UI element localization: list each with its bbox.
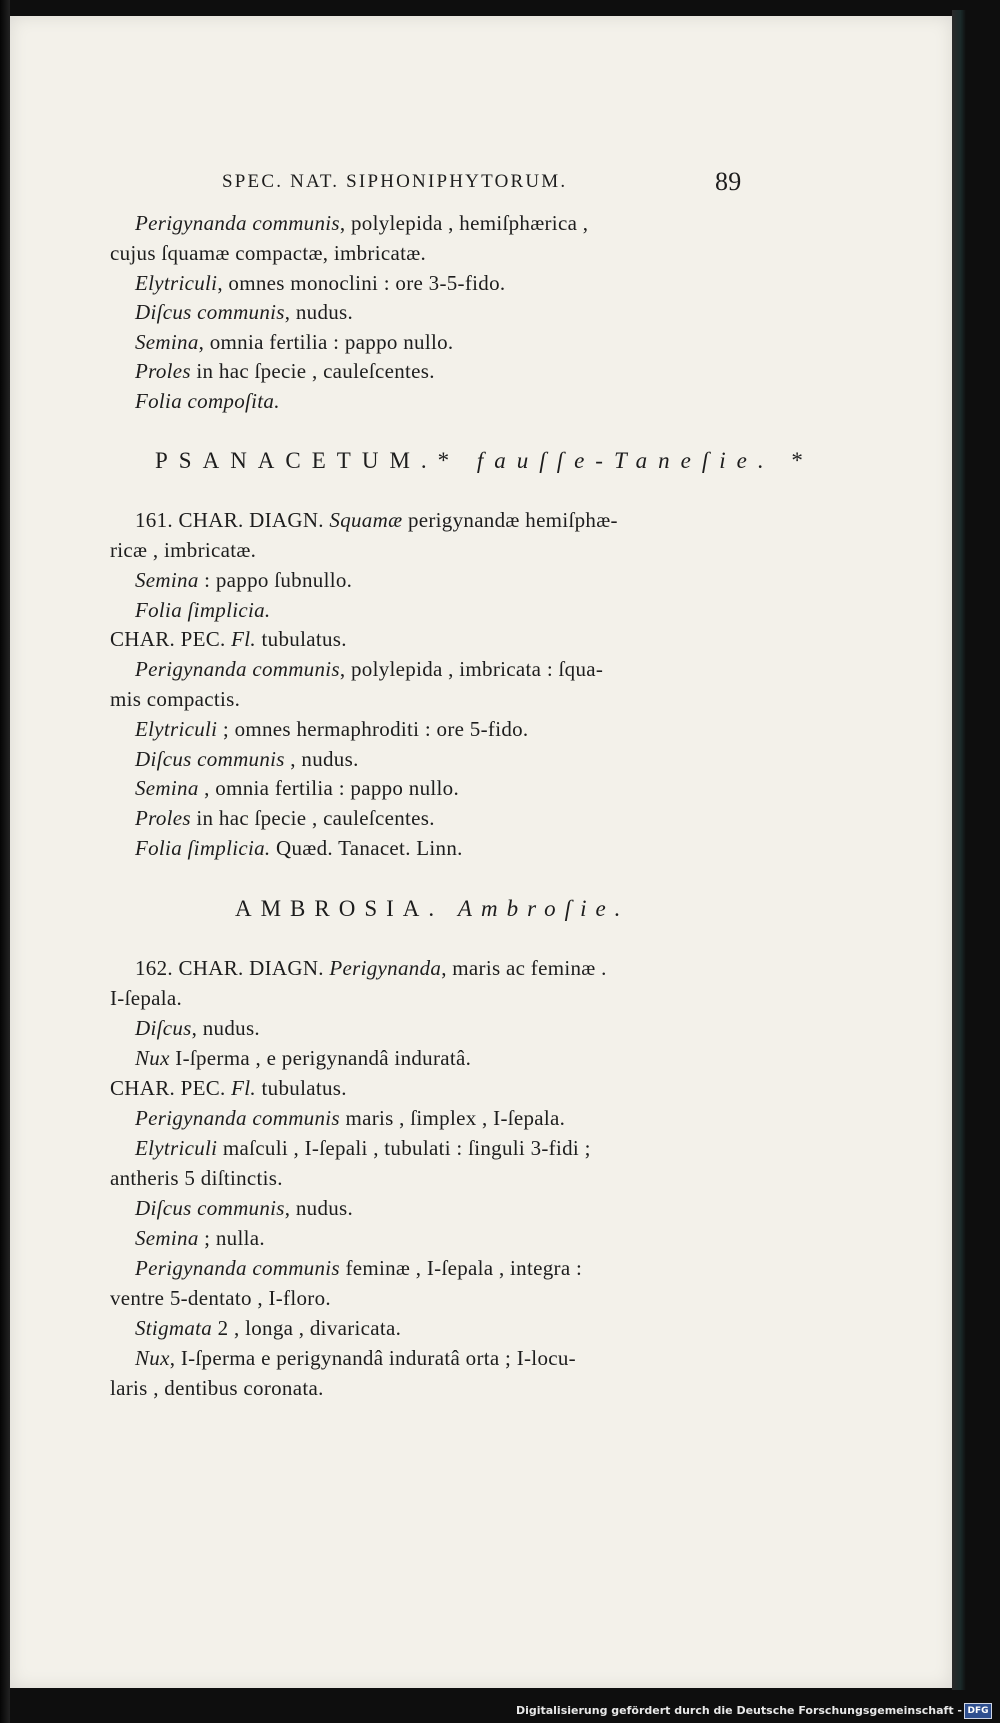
italic-term: Elytriculi: [135, 271, 218, 295]
roman-text: , omnia fertilia : pappo nullo.: [198, 776, 460, 800]
roman-text: antheris 5 diſtinctis.: [110, 1166, 283, 1190]
roman-text: mis compactis.: [110, 687, 241, 711]
italic-term: Nux: [135, 1346, 170, 1370]
italic-term: Elytriculi: [135, 1136, 218, 1160]
italic-term: Proles: [135, 806, 191, 830]
digitization-footer: [0, 1700, 1000, 1723]
roman-text: 2 , longa , divaricata.: [212, 1316, 402, 1340]
italic-term: Perigynanda communis: [135, 1256, 340, 1280]
text-line: [110, 241, 426, 266]
roman-text: cujus ſquamæ compactæ, imbricatæ.: [110, 241, 427, 265]
roman-text: AMBROSIA.: [235, 896, 444, 921]
text-line: [135, 389, 280, 414]
text-line: [135, 1226, 265, 1251]
italic-term: Folia ſimplicia.: [135, 598, 271, 622]
italic-term: Perigynanda: [329, 956, 442, 980]
italic-term: Stigmata: [135, 1316, 213, 1340]
text-line: [135, 359, 435, 384]
italic-term: Fl.: [231, 627, 256, 651]
roman-text: , omnia fertilia : pappo nullo.: [198, 330, 454, 354]
roman-text: ricæ , imbricatæ.: [110, 538, 257, 562]
roman-text: PSANACETUM.*: [155, 448, 461, 473]
text-line: [135, 211, 588, 236]
text-line: [135, 568, 352, 593]
text-line: [135, 717, 528, 742]
text-line: [135, 956, 607, 981]
text-line: [110, 1286, 331, 1311]
roman-text: laris , dentibus coronata.: [110, 1376, 324, 1400]
text-line: [135, 1136, 591, 1161]
italic-term: Elytriculi: [135, 717, 218, 741]
roman-text: ventre 5-dentato , I-floro.: [110, 1286, 331, 1310]
italic-term: Perigynanda communis: [135, 657, 340, 681]
running-title: SPEC. NAT. SIPHONIPHYTORUM.: [222, 171, 568, 192]
roman-text: , polylepida , imbricata : ſqua-: [339, 657, 604, 681]
roman-text: tubulatus.: [255, 1076, 347, 1100]
italic-term: Diſcus communis: [135, 747, 285, 771]
roman-text: ; nulla.: [198, 1226, 265, 1250]
text-line: [135, 836, 463, 861]
roman-text: in hac ſpecie , cauleſcentes.: [190, 806, 435, 830]
roman-text: maſculi , I-ſepali , tubulati : ſinguli 3-fidi ;: [217, 1136, 591, 1160]
italic-term: Semina: [135, 330, 199, 354]
page-text-block: [10, 16, 952, 1688]
text-line: [135, 508, 618, 533]
roman-text: : pappo ſubnullo.: [198, 568, 353, 592]
italic-term: Ambroſie.: [457, 896, 630, 921]
italic-term: Folia compoſita.: [135, 389, 280, 413]
roman-text: , maris ac feminæ .: [441, 956, 607, 980]
italic-term: Fl.: [231, 1076, 256, 1100]
italic-term: Squamæ: [329, 508, 403, 532]
italic-term: Diſcus communis: [135, 1196, 285, 1220]
text-line: [110, 538, 256, 563]
roman-text: , nudus.: [284, 747, 359, 771]
text-line: [110, 627, 347, 652]
text-line: [135, 1046, 471, 1071]
text-line: [110, 687, 240, 712]
italic-term: Diſcus communis: [135, 300, 285, 324]
page-edge: [952, 10, 966, 1690]
text-line: [135, 271, 505, 296]
text-line: [135, 330, 453, 355]
roman-text: [443, 896, 458, 921]
text-line: [135, 776, 459, 801]
roman-text: 161. CHAR. DIAGN.: [135, 508, 330, 532]
italic-term: Semina: [135, 1226, 199, 1250]
roman-text: , omnes monoclini : ore 3-5-fido.: [217, 271, 506, 295]
roman-text: , nudus.: [284, 300, 354, 324]
roman-text: , nudus.: [284, 1196, 354, 1220]
text-line: [135, 1346, 576, 1371]
italic-term: Perigynanda communis: [135, 211, 340, 235]
text-line: [135, 598, 270, 623]
genus-heading: [235, 896, 629, 922]
roman-text: I-ſepala.: [110, 986, 183, 1010]
text-line: [135, 1316, 401, 1341]
text-line: [135, 300, 353, 325]
roman-text: *: [774, 448, 814, 473]
roman-text: [460, 448, 477, 473]
text-line: [135, 806, 435, 831]
text-line: [135, 1016, 260, 1041]
italic-term: fauſſe-Taneſie.: [476, 448, 775, 473]
italic-term: Proles: [135, 359, 191, 383]
text-line: [135, 747, 359, 772]
text-line: [110, 1376, 324, 1401]
roman-text: , polylepida , hemiſphærica ,: [339, 211, 589, 235]
book-spine-edge: [0, 0, 10, 1723]
italic-term: Nux: [135, 1046, 170, 1070]
italic-term: Diſcus: [135, 1016, 192, 1040]
roman-text: maris , ſimplex , I-ſepala.: [339, 1106, 566, 1130]
funding-credit: Digitalisierung gefördert durch die Deutsche Forschungsgemeinschaft -: [515, 1704, 962, 1717]
roman-text: tubulatus.: [255, 627, 347, 651]
dfg-logo-icon: DFG: [964, 1703, 992, 1719]
text-line: [110, 1166, 283, 1191]
scanned-page: [10, 16, 952, 1688]
roman-text: Quæd. Tanacet. Linn.: [270, 836, 463, 860]
text-line: [135, 1196, 353, 1221]
text-line: [135, 1106, 565, 1131]
roman-text: feminæ , I-ſepala , integra :: [339, 1256, 583, 1280]
text-line: [135, 1256, 582, 1281]
roman-text: in hac ſpecie , cauleſcentes.: [190, 359, 435, 383]
text-line: [110, 1076, 347, 1101]
italic-term: Perigynanda communis: [135, 1106, 340, 1130]
text-line: [135, 657, 603, 682]
roman-text: CHAR. PEC.: [110, 627, 232, 651]
genus-heading: [155, 448, 814, 474]
italic-term: Semina: [135, 568, 199, 592]
roman-text: I-ſperma , e perigynandâ induratâ.: [169, 1046, 472, 1070]
roman-text: CHAR. PEC.: [110, 1076, 232, 1100]
text-line: [110, 986, 182, 1011]
roman-text: ; omnes hermaphroditi : ore 5-fido.: [217, 717, 529, 741]
roman-text: , I-ſperma e perigynandâ induratâ orta ; I-locu-: [169, 1346, 576, 1370]
roman-text: , nudus.: [191, 1016, 260, 1040]
roman-text: 162. CHAR. DIAGN.: [135, 956, 330, 980]
italic-term: Semina: [135, 776, 199, 800]
roman-text: perigynandæ hemiſphæ-: [402, 508, 618, 532]
italic-term: Folia ſimplicia.: [135, 836, 271, 860]
page-number: 89: [715, 167, 742, 196]
